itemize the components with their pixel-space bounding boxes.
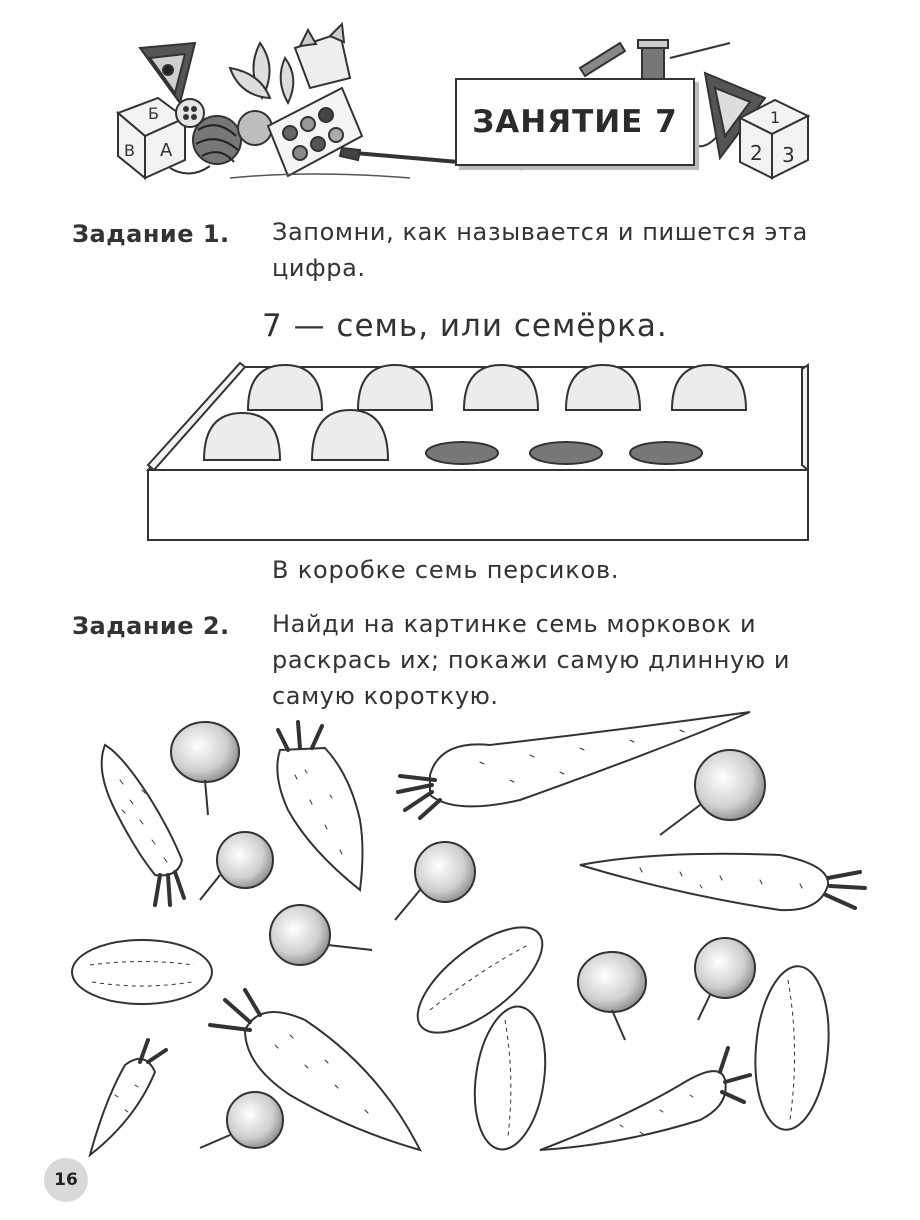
header-banner [110, 18, 815, 188]
radish-icon [395, 842, 475, 920]
carrot-icon [398, 712, 750, 818]
cucumber-icon [72, 940, 212, 1004]
page-number-badge [44, 1158, 88, 1202]
svg-text:2: 2 [750, 141, 763, 165]
task2-label: Задание 2. [72, 612, 230, 640]
cucumber-icon [749, 963, 835, 1133]
empty-hole [426, 442, 498, 464]
letter-cube-icon [118, 98, 185, 178]
cat-toy-icon [295, 24, 350, 88]
box-front [148, 470, 808, 540]
svg-text:3: 3 [782, 143, 795, 167]
radish-icon [660, 750, 765, 835]
number-cube-icon [740, 100, 808, 178]
sewing-button-icon [176, 99, 204, 127]
carrot-icon [102, 745, 184, 905]
lesson-title: ЗАНЯТИЕ 7 [472, 104, 678, 140]
marble-icon [238, 111, 272, 145]
radish-icon [695, 938, 755, 1020]
task1-text-line2: цифра. [272, 254, 366, 282]
carrot-icon [580, 854, 865, 910]
task1-text-line1: Запомни, как называется и пишется эта [272, 218, 808, 246]
carrot-icon [90, 1040, 166, 1155]
radish-icon [200, 1092, 283, 1148]
task2-text-line1: Найди на картинке семь морковок и [272, 610, 757, 638]
paint-brush-icon [340, 148, 470, 163]
carrot-icon [277, 722, 362, 890]
task2-text-line3: самую короткую. [272, 682, 499, 710]
empty-hole [630, 442, 702, 464]
lesson-title-box [455, 78, 695, 166]
task1-label: Задание 1. [72, 220, 230, 248]
vegetables-illustration [60, 700, 880, 1160]
carrot-icon [540, 1048, 750, 1150]
task2-text-line2: раскрась их; покажи самую длинную и [272, 646, 791, 674]
radish-icon [200, 832, 273, 900]
pencil-icon [580, 43, 625, 76]
radish-icon [270, 905, 372, 965]
radish-icon [578, 952, 646, 1040]
peach-box-illustration [140, 355, 820, 545]
cucumber-icon [466, 1002, 553, 1154]
digit-seven-line: 7 — семь, или семёрка. [262, 308, 668, 344]
dog-toy-icon [140, 43, 195, 103]
page-number: 16 [54, 1170, 78, 1190]
svg-text:А: А [160, 140, 173, 161]
radish-icon [171, 722, 239, 815]
svg-text:В: В [124, 141, 135, 160]
svg-text:1: 1 [770, 108, 781, 127]
svg-text:Б: Б [148, 104, 159, 123]
empty-hole [530, 442, 602, 464]
paint-palette-icon [268, 88, 362, 176]
task1-caption: В коробке семь персиков. [272, 556, 620, 584]
empty-holes [426, 442, 702, 464]
